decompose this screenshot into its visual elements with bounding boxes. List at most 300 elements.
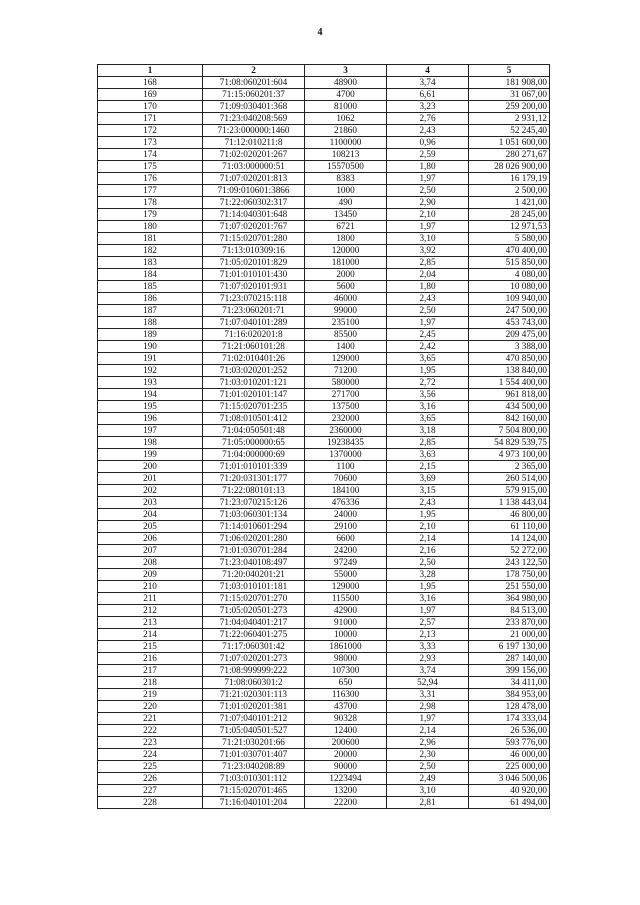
cost-value: 579 915,00: [469, 485, 550, 497]
row-number: 185: [98, 281, 203, 293]
area-value: 6600: [305, 533, 387, 545]
cost-value: 54 829 539,75: [469, 437, 550, 449]
area-value: 129000: [305, 581, 387, 593]
area-value: 24000: [305, 509, 387, 521]
cadastral-number: 71:07:020201:273: [203, 653, 305, 665]
row-number: 174: [98, 149, 203, 161]
cadastral-number: 71:04:000000:69: [203, 449, 305, 461]
table-row: [98, 713, 550, 725]
table-row: [98, 677, 550, 689]
coefficient-value: 3,28: [387, 569, 469, 581]
area-value: 46000: [305, 293, 387, 305]
coefficient-value: 2,50: [387, 557, 469, 569]
row-number: 175: [98, 161, 203, 173]
cost-value: 434 500,00: [469, 401, 550, 413]
coefficient-value: 3,23: [387, 101, 469, 113]
table-row: [98, 317, 550, 329]
cost-value: 225 000,00: [469, 761, 550, 773]
row-number: 227: [98, 785, 203, 797]
cost-value: 178 750,00: [469, 569, 550, 581]
table-row: [98, 437, 550, 449]
area-value: 1370000: [305, 449, 387, 461]
cost-value: 61 494,00: [469, 797, 550, 809]
column-header-4: 4: [387, 65, 469, 77]
row-number: 210: [98, 581, 203, 593]
coefficient-value: 52,94: [387, 677, 469, 689]
cadastral-number: 71:15:020701:235: [203, 401, 305, 413]
table-row: [98, 641, 550, 653]
column-header-2: 2: [203, 65, 305, 77]
table-row: [98, 293, 550, 305]
cadastral-number: 71:23:040108:497: [203, 557, 305, 569]
cost-value: 5 580,00: [469, 233, 550, 245]
cadastral-number: 71:22:060302:317: [203, 197, 305, 209]
coefficient-value: 2,50: [387, 761, 469, 773]
area-value: 5600: [305, 281, 387, 293]
cadastral-number: 71:04:050501:48: [203, 425, 305, 437]
row-number: 201: [98, 473, 203, 485]
coefficient-value: 3,33: [387, 641, 469, 653]
cost-value: 1 051 600,00: [469, 137, 550, 149]
cost-value: 384 953,00: [469, 689, 550, 701]
cost-value: 12 971,53: [469, 221, 550, 233]
cadastral-number: 71:21:020301:113: [203, 689, 305, 701]
table-body: [98, 77, 550, 809]
table-row: [98, 425, 550, 437]
coefficient-value: 3,74: [387, 665, 469, 677]
area-value: 15570500: [305, 161, 387, 173]
coefficient-value: 1,97: [387, 713, 469, 725]
cost-value: 28 026 900,00: [469, 161, 550, 173]
table-row: [98, 197, 550, 209]
cadastral-number: 71:03:060301:134: [203, 509, 305, 521]
cadastral-number: 71:15:020701:280: [203, 233, 305, 245]
row-number: 178: [98, 197, 203, 209]
coefficient-value: 3,92: [387, 245, 469, 257]
cost-value: 52 245,40: [469, 125, 550, 137]
cost-value: 21 000,00: [469, 629, 550, 641]
cost-value: 4 973 100,00: [469, 449, 550, 461]
area-value: 99000: [305, 305, 387, 317]
coefficient-value: 3,16: [387, 593, 469, 605]
coefficient-value: 2,43: [387, 293, 469, 305]
row-number: 209: [98, 569, 203, 581]
area-value: 476336: [305, 497, 387, 509]
cost-value: 233 870,00: [469, 617, 550, 629]
area-value: 85500: [305, 329, 387, 341]
cost-value: 10 080,00: [469, 281, 550, 293]
coefficient-value: 3,65: [387, 413, 469, 425]
table-row: [98, 665, 550, 677]
cadastral-table: [97, 64, 550, 809]
coefficient-value: 2,50: [387, 305, 469, 317]
table-row: [98, 221, 550, 233]
table-row: [98, 593, 550, 605]
cadastral-number: 71:13:010309:16: [203, 245, 305, 257]
area-value: 8383: [305, 173, 387, 185]
cost-value: 3 046 500,06: [469, 773, 550, 785]
coefficient-value: 2,76: [387, 113, 469, 125]
row-number: 206: [98, 533, 203, 545]
area-value: 13450: [305, 209, 387, 221]
column-header-1: 1: [98, 65, 203, 77]
cadastral-number: 71:23:040208:569: [203, 113, 305, 125]
coefficient-value: 2,13: [387, 629, 469, 641]
coefficient-value: 3,69: [387, 473, 469, 485]
cadastral-number: 71:22:060401:275: [203, 629, 305, 641]
cadastral-number: 71:07:020201:767: [203, 221, 305, 233]
table-row: [98, 581, 550, 593]
area-value: 1223494: [305, 773, 387, 785]
cadastral-number: 71:02:020201:267: [203, 149, 305, 161]
cadastral-number: 71:07:020201:813: [203, 173, 305, 185]
area-value: 650: [305, 677, 387, 689]
coefficient-value: 1,80: [387, 281, 469, 293]
table-row: [98, 449, 550, 461]
cost-value: 280 271,67: [469, 149, 550, 161]
row-number: 219: [98, 689, 203, 701]
cadastral-number: 71:05:000000:65: [203, 437, 305, 449]
row-number: 216: [98, 653, 203, 665]
cadastral-number: 71:03:000000:51: [203, 161, 305, 173]
table-row: [98, 233, 550, 245]
cost-value: 7 504 800,00: [469, 425, 550, 437]
area-value: 24200: [305, 545, 387, 557]
row-number: 195: [98, 401, 203, 413]
coefficient-value: 2,45: [387, 329, 469, 341]
table-row: [98, 77, 550, 89]
cadastral-number: 71:03:010201:121: [203, 377, 305, 389]
row-number: 224: [98, 749, 203, 761]
cost-value: 46 000,00: [469, 749, 550, 761]
row-number: 168: [98, 77, 203, 89]
cadastral-number: 71:02:010401:26: [203, 353, 305, 365]
row-number: 205: [98, 521, 203, 533]
area-value: 200600: [305, 737, 387, 749]
row-number: 189: [98, 329, 203, 341]
cost-value: 109 940,00: [469, 293, 550, 305]
cadastral-number: 71:23:070215:118: [203, 293, 305, 305]
table-row: [98, 365, 550, 377]
coefficient-value: 2,85: [387, 437, 469, 449]
cost-value: 399 156,00: [469, 665, 550, 677]
row-number: 187: [98, 305, 203, 317]
cadastral-number: 71:20:031301:177: [203, 473, 305, 485]
row-number: 217: [98, 665, 203, 677]
row-number: 204: [98, 509, 203, 521]
cost-value: 209 475,00: [469, 329, 550, 341]
coefficient-value: 2,81: [387, 797, 469, 809]
area-value: 115500: [305, 593, 387, 605]
row-number: 222: [98, 725, 203, 737]
row-number: 200: [98, 461, 203, 473]
cadastral-number: 71:16:020201:8: [203, 329, 305, 341]
table-row: [98, 257, 550, 269]
cadastral-number: 71:17:060301:42: [203, 641, 305, 653]
area-value: 116300: [305, 689, 387, 701]
area-value: 19238435: [305, 437, 387, 449]
cadastral-number: 71:04:040401:217: [203, 617, 305, 629]
cost-value: 961 818,00: [469, 389, 550, 401]
table-row: [98, 245, 550, 257]
table-row: [98, 281, 550, 293]
cadastral-number: 71:07:040101:212: [203, 713, 305, 725]
coefficient-value: 3,18: [387, 425, 469, 437]
table-row: [98, 689, 550, 701]
cadastral-number: 71:08:010501:412: [203, 413, 305, 425]
area-value: 1100: [305, 461, 387, 473]
cost-value: 31 067,00: [469, 89, 550, 101]
area-value: 22200: [305, 797, 387, 809]
table-row: [98, 653, 550, 665]
row-number: 170: [98, 101, 203, 113]
cadastral-number: 71:03:020201:252: [203, 365, 305, 377]
row-number: 213: [98, 617, 203, 629]
row-number: 228: [98, 797, 203, 809]
table-row: [98, 101, 550, 113]
table-row: [98, 797, 550, 809]
row-number: 203: [98, 497, 203, 509]
coefficient-value: 3,74: [387, 77, 469, 89]
cost-value: 364 980,00: [469, 593, 550, 605]
area-value: 43700: [305, 701, 387, 713]
cadastral-number: 71:21:060101:28: [203, 341, 305, 353]
column-header-3: 3: [305, 65, 387, 77]
table-row: [98, 569, 550, 581]
coefficient-value: 2,43: [387, 497, 469, 509]
table-row: [98, 389, 550, 401]
cost-value: 1 554 400,00: [469, 377, 550, 389]
cost-value: 470 400,00: [469, 245, 550, 257]
cadastral-number: 71:23:040208:89: [203, 761, 305, 773]
coefficient-value: 1,80: [387, 161, 469, 173]
row-number: 183: [98, 257, 203, 269]
cost-value: 128 478,00: [469, 701, 550, 713]
cadastral-number: 71:05:020101:829: [203, 257, 305, 269]
cadastral-number: 71:21:030201:66: [203, 737, 305, 749]
table-row: [98, 401, 550, 413]
area-value: 181000: [305, 257, 387, 269]
coefficient-value: 2,42: [387, 341, 469, 353]
column-header-5: 5: [469, 65, 550, 77]
table-row: [98, 605, 550, 617]
cost-value: 2 365,00: [469, 461, 550, 473]
cadastral-number: 71:01:020101:147: [203, 389, 305, 401]
coefficient-value: 2,57: [387, 617, 469, 629]
row-number: 180: [98, 221, 203, 233]
table-row: [98, 341, 550, 353]
cost-value: 842 160,00: [469, 413, 550, 425]
cadastral-number: 71:01:030701:284: [203, 545, 305, 557]
row-number: 197: [98, 425, 203, 437]
coefficient-value: 3,15: [387, 485, 469, 497]
row-number: 202: [98, 485, 203, 497]
coefficient-value: 2,93: [387, 653, 469, 665]
table-row: [98, 377, 550, 389]
area-value: 2000: [305, 269, 387, 281]
area-value: 184100: [305, 485, 387, 497]
row-number: 198: [98, 437, 203, 449]
area-value: 70600: [305, 473, 387, 485]
cost-value: 14 124,00: [469, 533, 550, 545]
table-row: [98, 509, 550, 521]
table-row: [98, 209, 550, 221]
coefficient-value: 2,04: [387, 269, 469, 281]
row-number: 225: [98, 761, 203, 773]
row-number: 176: [98, 173, 203, 185]
coefficient-value: 2,50: [387, 185, 469, 197]
row-number: 186: [98, 293, 203, 305]
table-row: [98, 533, 550, 545]
row-number: 190: [98, 341, 203, 353]
coefficient-value: 2,15: [387, 461, 469, 473]
area-value: 10000: [305, 629, 387, 641]
row-number: 211: [98, 593, 203, 605]
table-row: [98, 629, 550, 641]
row-number: 192: [98, 365, 203, 377]
cost-value: 470 850,00: [469, 353, 550, 365]
cost-value: 260 514,00: [469, 473, 550, 485]
coefficient-value: 2,59: [387, 149, 469, 161]
cost-value: 174 333,04: [469, 713, 550, 725]
coefficient-value: 3,56: [387, 389, 469, 401]
cost-value: 52 272,00: [469, 545, 550, 557]
row-number: 173: [98, 137, 203, 149]
coefficient-value: 3,10: [387, 785, 469, 797]
row-number: 184: [98, 269, 203, 281]
table-row: [98, 485, 550, 497]
area-value: 4700: [305, 89, 387, 101]
table-row: [98, 353, 550, 365]
row-number: 177: [98, 185, 203, 197]
area-value: 490: [305, 197, 387, 209]
coefficient-value: 3,16: [387, 401, 469, 413]
table-row: [98, 737, 550, 749]
row-number: 208: [98, 557, 203, 569]
row-number: 194: [98, 389, 203, 401]
coefficient-value: 1,97: [387, 221, 469, 233]
area-value: 71200: [305, 365, 387, 377]
cadastral-number: 71:14:040301:648: [203, 209, 305, 221]
table-row: [98, 701, 550, 713]
area-value: 48900: [305, 77, 387, 89]
row-number: 172: [98, 125, 203, 137]
area-value: 90000: [305, 761, 387, 773]
row-number: 199: [98, 449, 203, 461]
cost-value: 26 536,00: [469, 725, 550, 737]
cadastral-number: 71:08:060201:604: [203, 77, 305, 89]
area-value: 2360000: [305, 425, 387, 437]
cadastral-number: 71:01:010101:430: [203, 269, 305, 281]
table-row: [98, 329, 550, 341]
area-value: 81000: [305, 101, 387, 113]
table-row: [98, 725, 550, 737]
area-value: 108213: [305, 149, 387, 161]
area-value: 120000: [305, 245, 387, 257]
cost-value: 247 500,00: [469, 305, 550, 317]
table-row: [98, 185, 550, 197]
area-value: 29100: [305, 521, 387, 533]
cost-value: 515 850,00: [469, 257, 550, 269]
cost-value: 34 411,00: [469, 677, 550, 689]
coefficient-value: 3,63: [387, 449, 469, 461]
cadastral-number: 71:08:060301:2: [203, 677, 305, 689]
area-value: 232000: [305, 413, 387, 425]
cost-value: 84 513,00: [469, 605, 550, 617]
row-number: 221: [98, 713, 203, 725]
coefficient-value: 2,43: [387, 125, 469, 137]
coefficient-value: 3,10: [387, 233, 469, 245]
row-number: 169: [98, 89, 203, 101]
row-number: 207: [98, 545, 203, 557]
cadastral-number: 71:07:020101:931: [203, 281, 305, 293]
coefficient-value: 1,97: [387, 605, 469, 617]
table-row: [98, 413, 550, 425]
area-value: 137500: [305, 401, 387, 413]
area-value: 12400: [305, 725, 387, 737]
cadastral-number: 71:08:999999:222: [203, 665, 305, 677]
row-number: 220: [98, 701, 203, 713]
cadastral-number: 71:05:020501:273: [203, 605, 305, 617]
cost-value: 1 138 443,04: [469, 497, 550, 509]
row-number: 226: [98, 773, 203, 785]
row-number: 215: [98, 641, 203, 653]
cost-value: 181 908,00: [469, 77, 550, 89]
row-number: 181: [98, 233, 203, 245]
cadastral-number: 71:22:080101:13: [203, 485, 305, 497]
table-row: [98, 137, 550, 149]
cadastral-number: 71:23:070215:126: [203, 497, 305, 509]
cost-value: 453 743,00: [469, 317, 550, 329]
cost-value: 6 197 130,00: [469, 641, 550, 653]
row-number: 171: [98, 113, 203, 125]
cadastral-number: 71:09:030401:368: [203, 101, 305, 113]
row-number: 188: [98, 317, 203, 329]
area-value: 235100: [305, 317, 387, 329]
cost-value: 1 421,00: [469, 197, 550, 209]
cadastral-number: 71:07:040101:289: [203, 317, 305, 329]
area-value: 97249: [305, 557, 387, 569]
row-number: 196: [98, 413, 203, 425]
coefficient-value: 2,85: [387, 257, 469, 269]
area-value: 1800: [305, 233, 387, 245]
table-row: [98, 461, 550, 473]
table-row: [98, 521, 550, 533]
row-number: 218: [98, 677, 203, 689]
area-value: 580000: [305, 377, 387, 389]
cadastral-number: 71:03:010301:112: [203, 773, 305, 785]
table-row: [98, 125, 550, 137]
cadastral-number: 71:01:020201:381: [203, 701, 305, 713]
area-value: 1400: [305, 341, 387, 353]
row-number: 179: [98, 209, 203, 221]
cost-value: 16 179,19: [469, 173, 550, 185]
cost-value: 61 110,00: [469, 521, 550, 533]
coefficient-value: 1,97: [387, 173, 469, 185]
table-row: [98, 173, 550, 185]
cadastral-number: 71:03:010101:181: [203, 581, 305, 593]
coefficient-value: 2,14: [387, 725, 469, 737]
cost-value: 28 245,00: [469, 209, 550, 221]
cadastral-number: 71:09:010601:3866: [203, 185, 305, 197]
table-row: [98, 785, 550, 797]
coefficient-value: 2,90: [387, 197, 469, 209]
page-number: 4: [317, 27, 323, 38]
cadastral-number: 71:15:020701:270: [203, 593, 305, 605]
cadastral-number: 71:23:060201:71: [203, 305, 305, 317]
cost-value: 46 800,00: [469, 509, 550, 521]
cadastral-number: 71:20:040201:21: [203, 569, 305, 581]
